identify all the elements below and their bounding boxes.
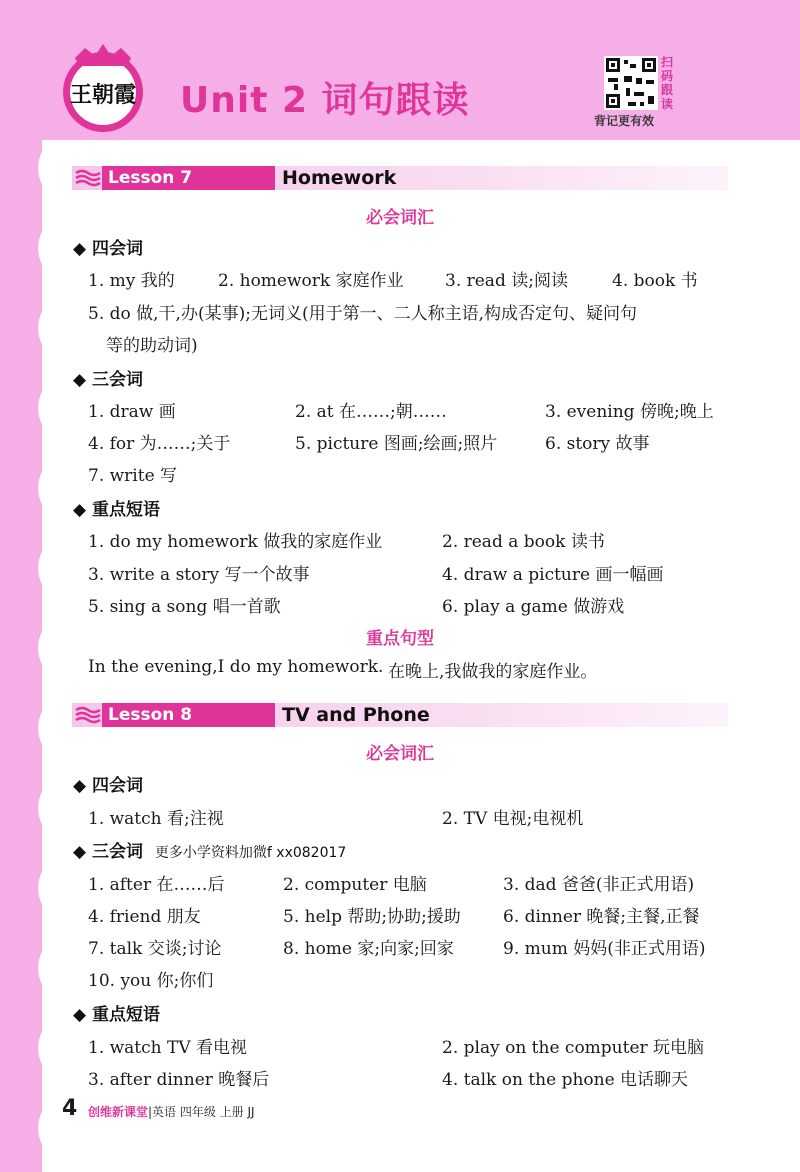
wave-icon — [74, 169, 102, 187]
section-label: 四会词 — [92, 776, 143, 796]
section-label: 四会词 — [92, 239, 143, 259]
list-item: 4. for 为……;关于 — [88, 434, 231, 454]
list-item: 等的助动词) — [106, 336, 198, 356]
list-item: 5. do 做,干,办(某事);无词义(用于第一、二人称主语,构成否定句、疑问句 — [88, 304, 637, 324]
list-item: 8. home 家;向家;回家 — [283, 939, 454, 959]
lesson-7-four-skill-heading: ◆ 四会词 — [73, 239, 143, 259]
unit-title: Unit 2 词句跟读 — [180, 80, 470, 121]
list-item: 3. after dinner 晚餐后 — [88, 1070, 270, 1090]
list-item: 1. draw 画 — [88, 402, 176, 422]
lesson-8-four-skill-heading: ◆ 四会词 — [73, 776, 143, 796]
list-item: 3. dad 爸爸(非正式用语) — [503, 875, 695, 895]
list-item: 5. help 帮助;协助;援助 — [283, 907, 461, 927]
list-item: 1. do my homework 做我的家庭作业 — [88, 532, 383, 552]
list-item: 2. TV 电视;电视机 — [442, 809, 584, 829]
sentence-chinese: 在晚上,我做我的家庭作业。 — [388, 662, 598, 682]
list-item: 4. talk on the phone 电话聊天 — [442, 1070, 689, 1090]
lesson-8-title: TV and Phone — [282, 704, 430, 726]
list-item: 2. play on the computer 玩电脑 — [442, 1038, 705, 1058]
qr-caption: 背记更有效 — [594, 114, 655, 128]
logo-text: 王朝霞 — [69, 82, 137, 108]
list-item: 4. book 书 — [612, 271, 698, 291]
wavy-border-decoration — [30, 148, 56, 1172]
footer-brand: 创维新课堂 — [88, 1105, 149, 1119]
lesson-7-vocab-heading: 必会词汇 — [366, 208, 434, 228]
lesson-8-vocab-heading: 必会词汇 — [366, 744, 434, 764]
list-item: 2. at 在……;朝…… — [295, 402, 447, 422]
lesson-7-title: Homework — [282, 167, 397, 189]
list-item: 4. friend 朋友 — [88, 907, 201, 927]
lesson-8-three-skill-heading: ◆ 三会词 更多小学资料加微f xx082017 — [73, 842, 347, 862]
list-item: 6. play a game 做游戏 — [442, 597, 625, 617]
list-item: 6. dinner 晚餐;主餐,正餐 — [503, 907, 700, 927]
lesson-7-phrases-heading: ◆ 重点短语 — [73, 500, 160, 520]
scan-label: 扫码跟读 — [661, 55, 674, 111]
list-item: 1. watch 看;注视 — [88, 809, 224, 829]
section-label: 重点短语 — [92, 1005, 160, 1025]
footer-book-info: |英语 四年级 上册 JJ — [148, 1105, 255, 1119]
list-item: 3. write a story 写一个故事 — [88, 565, 310, 585]
wave-icon — [74, 706, 102, 724]
section-label: 三会词 — [92, 370, 143, 390]
page-number: 4 — [62, 1096, 78, 1121]
list-item: 10. you 你;你们 — [88, 971, 214, 991]
list-item: 7. write 写 — [88, 466, 178, 486]
list-item: 4. draw a picture 画一幅画 — [442, 565, 664, 585]
qr-code[interactable] — [604, 56, 658, 110]
list-item: 3. read 读;阅读 — [445, 271, 568, 291]
list-item: 2. homework 家庭作业 — [218, 271, 404, 291]
lesson-8-bar — [72, 703, 728, 727]
list-item: 1. my 我的 — [88, 271, 175, 291]
sentence-english: In the evening,I do my homework. — [88, 657, 384, 677]
list-item: 5. picture 图画;绘画;照片 — [295, 434, 498, 454]
lesson-7-tag: Lesson 7 — [102, 166, 275, 190]
lesson-7-bar — [72, 166, 728, 190]
lesson-8-tag: Lesson 8 — [102, 703, 275, 727]
list-item: 1. watch TV 看电视 — [88, 1038, 248, 1058]
list-item: 9. mum 妈妈(非正式用语) — [503, 939, 706, 959]
list-item: 3. evening 傍晚;晚上 — [545, 402, 714, 422]
lesson-8-phrases-heading: ◆ 重点短语 — [73, 1005, 160, 1025]
footer-info — [88, 1103, 255, 1120]
list-item: 2. read a book 读书 — [442, 532, 605, 552]
lesson-7-three-skill-heading: ◆ 三会词 — [73, 370, 143, 390]
section-label: 三会词 — [92, 842, 143, 862]
list-item: 6. story 故事 — [545, 434, 650, 454]
list-item: 5. sing a song 唱一首歌 — [88, 597, 281, 617]
list-item: 1. after 在……后 — [88, 875, 225, 895]
promo-note: 更多小学资料加微f xx082017 — [154, 845, 347, 861]
list-item: 7. talk 交谈;讨论 — [88, 939, 222, 959]
list-item: 2. computer 电脑 — [283, 875, 427, 895]
lesson-7-sentence-heading: 重点句型 — [366, 629, 434, 649]
section-label: 重点短语 — [92, 500, 160, 520]
wangzhaoxia-logo — [55, 40, 151, 136]
